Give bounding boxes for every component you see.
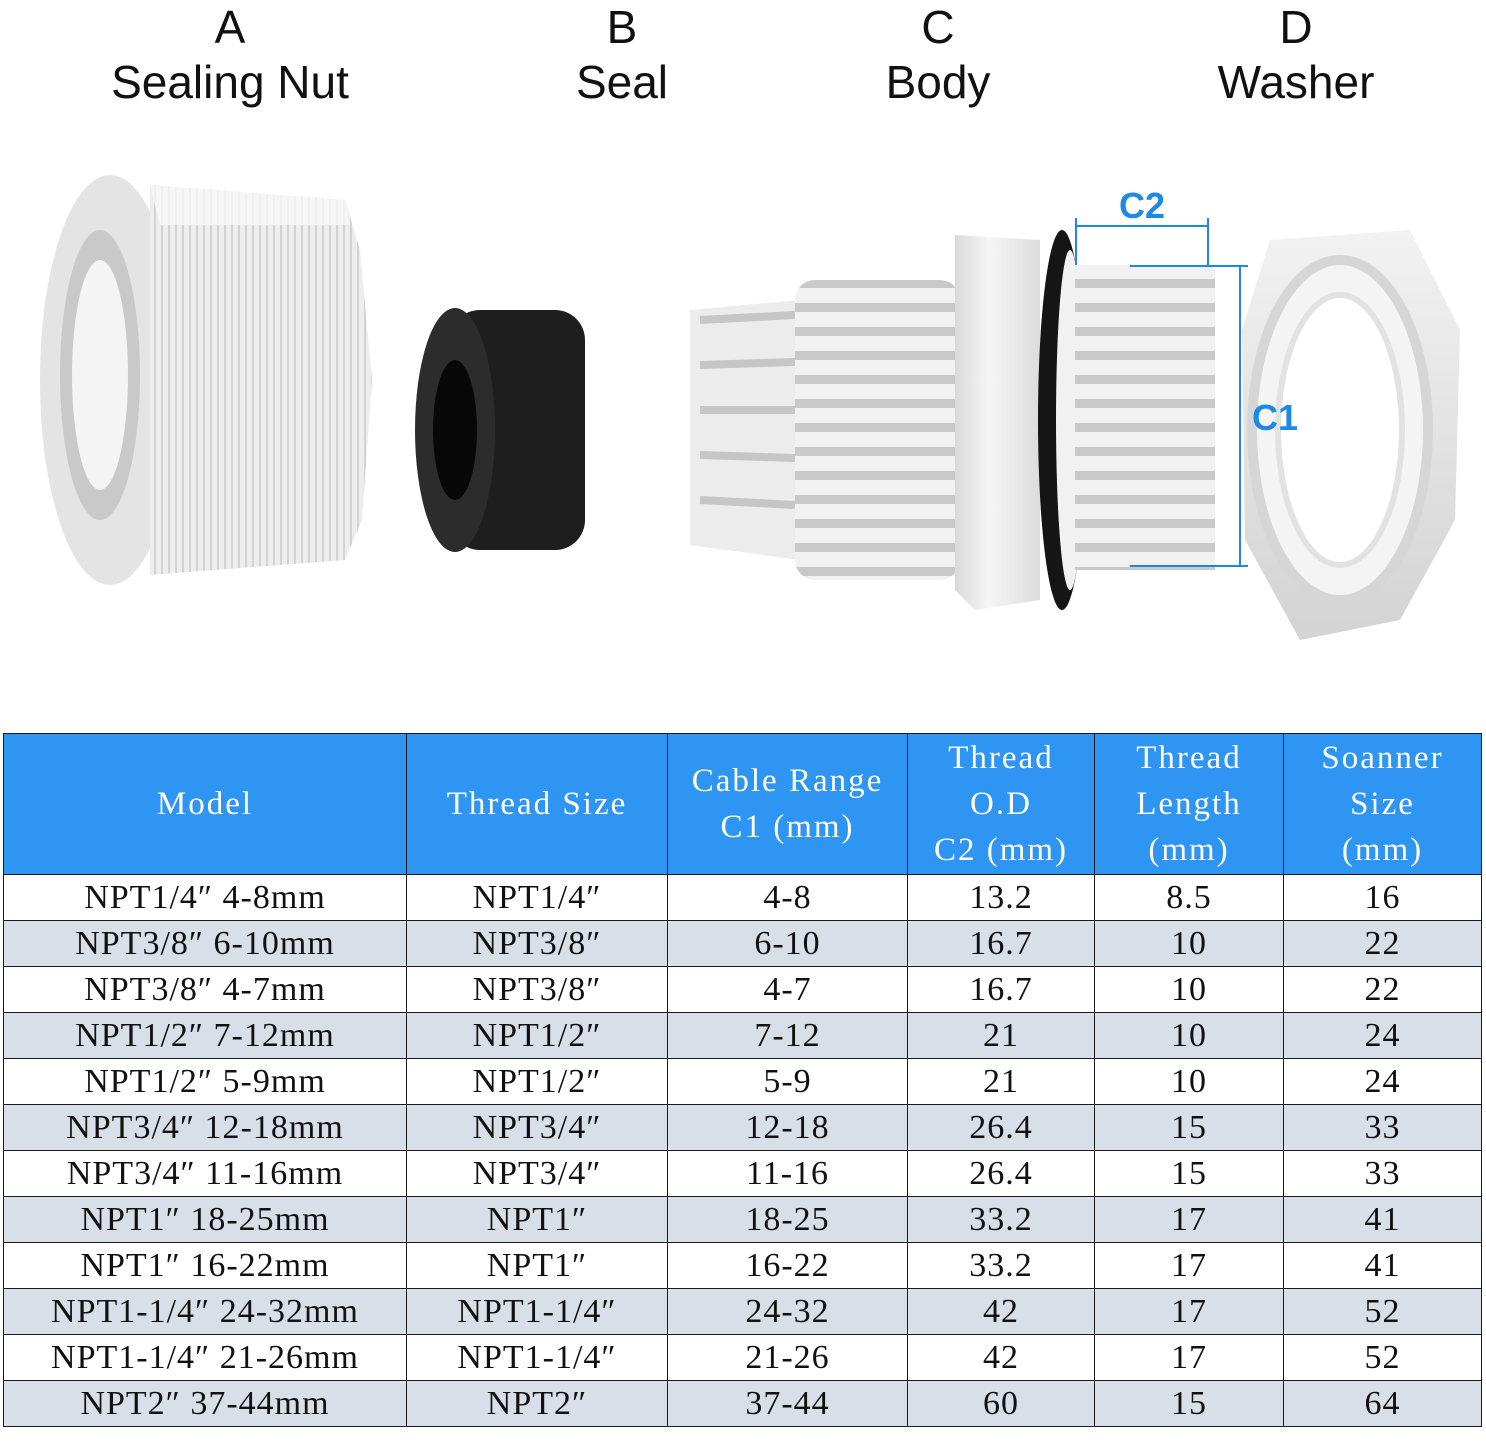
table-cell: 6-10	[668, 921, 908, 967]
table-cell: 22	[1284, 921, 1482, 967]
table-cell: NPT3/4″	[407, 1151, 668, 1197]
table-cell: NPT1-1/4″	[407, 1289, 668, 1335]
table-cell: NPT1/2″	[407, 1059, 668, 1105]
table-cell: 12-18	[668, 1105, 908, 1151]
table-row	[4, 1335, 1482, 1381]
table-cell: NPT3/8″ 4-7mm	[4, 967, 407, 1013]
table-cell: 18-25	[668, 1197, 908, 1243]
part-labels	[0, 0, 1486, 110]
table-cell: 4-7	[668, 967, 908, 1013]
table-row	[4, 875, 1482, 921]
table-cell: 21	[908, 1059, 1095, 1105]
table-cell: NPT3/8″ 6-10mm	[4, 921, 407, 967]
table-header-row	[4, 734, 1482, 875]
part-label-washer	[1176, 0, 1416, 110]
header-thread-size: Thread Size	[407, 734, 668, 875]
spec-table	[3, 733, 1482, 1427]
table-cell: 16	[1284, 875, 1482, 921]
header-model: Model	[4, 734, 407, 875]
table-cell: 11-16	[668, 1151, 908, 1197]
table-cell: 4-8	[668, 875, 908, 921]
table-cell: 21-26	[668, 1335, 908, 1381]
table-cell: 64	[1284, 1381, 1482, 1427]
table-cell: NPT3/4″ 12-18mm	[4, 1105, 407, 1151]
table-cell: 26.4	[908, 1105, 1095, 1151]
table-cell: NPT1-1/4″	[407, 1335, 668, 1381]
table-cell: 8.5	[1095, 875, 1284, 921]
table-row	[4, 967, 1482, 1013]
table-cell: 10	[1095, 1059, 1284, 1105]
table-cell: 17	[1095, 1335, 1284, 1381]
table-cell: NPT3/4″ 11-16mm	[4, 1151, 407, 1197]
table-cell: NPT2″ 37-44mm	[4, 1381, 407, 1427]
rubber-seal-illustration	[415, 308, 585, 552]
table-cell: NPT1/2″	[407, 1013, 668, 1059]
table-cell: 37-44	[668, 1381, 908, 1427]
table-row	[4, 1105, 1482, 1151]
table-row	[4, 1197, 1482, 1243]
table-cell: 21	[908, 1013, 1095, 1059]
part-name: Body	[885, 56, 991, 108]
table-cell: NPT1/2″ 5-9mm	[4, 1059, 407, 1105]
table-cell: 16-22	[668, 1243, 908, 1289]
part-letter: B	[606, 1, 638, 53]
table-cell: 33	[1284, 1105, 1482, 1151]
table-row	[4, 1289, 1482, 1335]
gland-body-illustration	[690, 230, 1215, 610]
table-cell: NPT1/4″	[407, 875, 668, 921]
table-cell: 24-32	[668, 1289, 908, 1335]
table-row	[4, 921, 1482, 967]
table-cell: 15	[1095, 1105, 1284, 1151]
table-cell: 17	[1095, 1197, 1284, 1243]
table-cell: 42	[908, 1335, 1095, 1381]
table-cell: 15	[1095, 1151, 1284, 1197]
table-row	[4, 1243, 1482, 1289]
part-letter: C	[921, 1, 955, 53]
table-cell: 41	[1284, 1197, 1482, 1243]
table-cell: NPT1/4″ 4-8mm	[4, 875, 407, 921]
part-name: Washer	[1217, 56, 1375, 108]
table-cell: 33.2	[908, 1243, 1095, 1289]
table-row	[4, 1151, 1482, 1197]
table-cell: NPT1″	[407, 1197, 668, 1243]
table-cell: 17	[1095, 1243, 1284, 1289]
part-label-sealing-nut	[80, 0, 380, 110]
table-cell: 26.4	[908, 1151, 1095, 1197]
header-spanner-size: Soanner Size (mm)	[1284, 734, 1482, 875]
part-name: Sealing Nut	[111, 56, 349, 108]
table-cell: 33.2	[908, 1197, 1095, 1243]
part-label-body	[838, 0, 1038, 110]
table-cell: NPT1″ 16-22mm	[4, 1243, 407, 1289]
table-cell: 16.7	[908, 921, 1095, 967]
part-letter: A	[214, 1, 246, 53]
table-row	[4, 1013, 1482, 1059]
table-cell: 24	[1284, 1013, 1482, 1059]
table-cell: 10	[1095, 1013, 1284, 1059]
table-cell: 22	[1284, 967, 1482, 1013]
c2-dimension-label: C2	[1118, 185, 1166, 226]
table-cell: NPT1/2″ 7-12mm	[4, 1013, 407, 1059]
table-cell: 5-9	[668, 1059, 908, 1105]
table-cell: 7-12	[668, 1013, 908, 1059]
table-row	[4, 1381, 1482, 1427]
table-cell: 52	[1284, 1289, 1482, 1335]
table-cell: NPT3/8″	[407, 967, 668, 1013]
table-cell: 42	[908, 1289, 1095, 1335]
part-label-seal	[522, 0, 722, 110]
table-cell: NPT1-1/4″ 21-26mm	[4, 1335, 407, 1381]
sealing-nut-illustration	[40, 175, 372, 585]
table-cell: NPT2″	[407, 1381, 668, 1427]
table-cell: NPT3/8″	[407, 921, 668, 967]
header-thread-length: Thread Length (mm)	[1095, 734, 1284, 875]
table-cell: NPT1-1/4″ 24-32mm	[4, 1289, 407, 1335]
table-cell: 10	[1095, 967, 1284, 1013]
table-cell: 41	[1284, 1243, 1482, 1289]
header-cable-range: Cable Range C1 (mm)	[668, 734, 908, 875]
table-cell: 24	[1284, 1059, 1482, 1105]
c1-dimension-label: C1	[1251, 397, 1299, 438]
part-name: Seal	[575, 56, 669, 108]
table-cell: 52	[1284, 1335, 1482, 1381]
table-cell: 17	[1095, 1289, 1284, 1335]
cable-gland-exploded-photo	[0, 115, 1486, 715]
table-cell: 33	[1284, 1151, 1482, 1197]
table-cell: 16.7	[908, 967, 1095, 1013]
table-cell: NPT3/4″	[407, 1105, 668, 1151]
table-cell: 13.2	[908, 875, 1095, 921]
header-thread-od: Thread O.D C2 (mm)	[908, 734, 1095, 875]
table-cell: 10	[1095, 921, 1284, 967]
table-cell: 15	[1095, 1381, 1284, 1427]
table-cell: NPT1″	[407, 1243, 668, 1289]
part-letter: D	[1279, 1, 1313, 53]
table-row	[4, 1059, 1482, 1105]
table-cell: NPT1″ 18-25mm	[4, 1197, 407, 1243]
table-cell: 60	[908, 1381, 1095, 1427]
